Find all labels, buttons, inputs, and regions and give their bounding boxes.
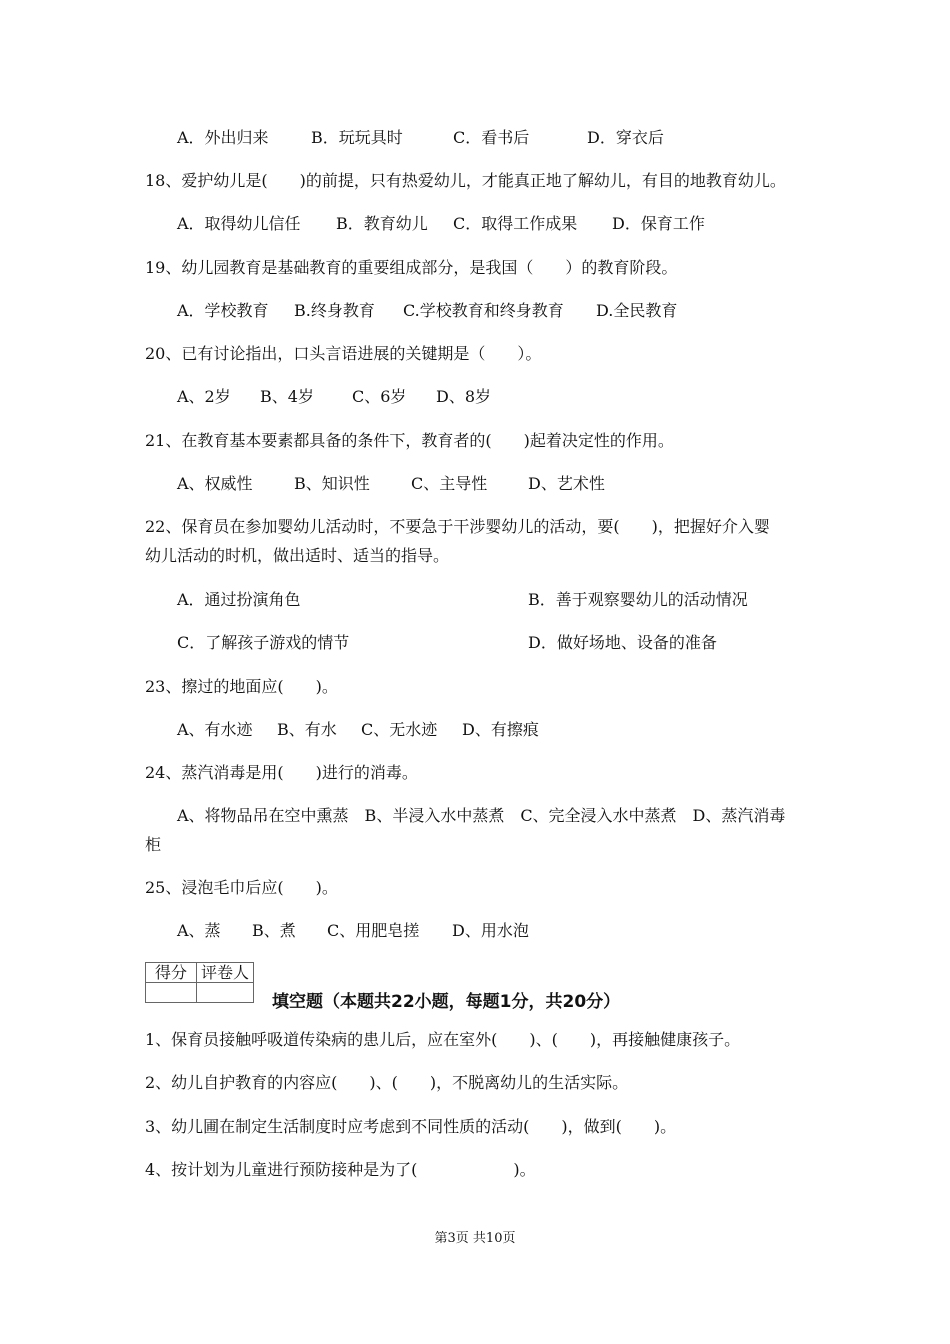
q24-text: 24、蒸汽消毒是用( )进行的消毒。 xyxy=(145,763,418,782)
q17-option-c: C．看书后 xyxy=(453,128,530,147)
q20-option-a: A、2岁 xyxy=(177,387,231,406)
fill-question-4: 4、按计划为儿童进行预防接种是为了( )。 xyxy=(145,1160,536,1179)
q17-option-b: B．玩玩具时 xyxy=(311,128,403,147)
q25-option-d: D、用水泡 xyxy=(452,921,529,940)
q19-option-b: B.终身教育 xyxy=(294,301,375,320)
q23-options xyxy=(177,719,539,741)
fill-question-3: 3、幼儿圃在制定生活制度时应考虑到不同性质的活动( )，做到( )。 xyxy=(145,1117,677,1136)
grader-label: 评卷人 xyxy=(197,963,254,983)
q22-option-b: B．善于观察婴幼儿的活动情况 xyxy=(528,590,748,609)
q25-text: 25、浸泡毛巾后应( )。 xyxy=(145,878,338,897)
q21-text: 21、在教育基本要素都具备的条件下，教育者的( )起着决定性的作用。 xyxy=(145,431,674,450)
q24-options-line2: 柜 xyxy=(145,835,162,854)
page-footer: 第3页 共10页 xyxy=(434,1231,516,1246)
grader-cell xyxy=(197,983,254,1003)
q22-option-c: C．了解孩子游戏的情节 xyxy=(177,633,350,652)
q17-option-d: D．穿衣后 xyxy=(587,128,664,147)
q18-option-b: B．教育幼儿 xyxy=(336,214,428,233)
q22-option-a: A．通过扮演角色 xyxy=(177,590,301,609)
q20-option-b: B、4岁 xyxy=(260,387,314,406)
q23-option-c: C、无水迹 xyxy=(361,720,438,739)
q25-options xyxy=(177,920,529,942)
q20-options xyxy=(177,386,491,408)
q17-option-a: A．外出归来 xyxy=(177,128,269,147)
q23-option-d: D、有擦痕 xyxy=(462,720,539,739)
q21-option-c: C、主导性 xyxy=(411,474,488,493)
q25-option-a: A、蒸 xyxy=(177,921,221,940)
q23-text: 23、擦过的地面应( )。 xyxy=(145,677,338,696)
q21-option-b: B、知识性 xyxy=(294,474,370,493)
q20-option-d: D、8岁 xyxy=(436,387,492,406)
q25-option-c: C、用肥皂搓 xyxy=(327,921,420,940)
q20-text: 20、已有讨论指出，口头言语进展的关键期是（ ）。 xyxy=(145,344,542,363)
q19-option-d: D.全民教育 xyxy=(596,301,678,320)
q22-text-line1: 22、保育员在参加婴幼儿活动时，不要急于干涉婴幼儿的活动，要( )，把握好介入婴 xyxy=(145,517,770,536)
score-cell xyxy=(146,983,197,1003)
score-label: 得分 xyxy=(146,963,197,983)
fill-question-2: 2、幼儿自护教育的内容应( )、( )，不脱离幼儿的生活实际。 xyxy=(145,1073,629,1092)
q19-text: 19、幼儿园教育是基础教育的重要组成部分，是我国（ ）的教育阶段。 xyxy=(145,258,678,277)
q19-option-c: C.学校教育和终身教育 xyxy=(403,301,564,320)
q25-option-b: B、煮 xyxy=(252,921,296,940)
fill-question-1: 1、保育员接触呼吸道传染病的患儿后，应在室外( )、( )，再接触健康孩子。 xyxy=(145,1030,741,1049)
q24-options-line1: A、将物品吊在空中熏蒸 B、半浸入水中蒸煮 C、完全浸入水中蒸煮 D、蒸汽消毒 xyxy=(177,806,786,825)
section-title: 填空题（本题共22小题，每题1分，共20分） xyxy=(272,992,621,1012)
q22-text-line2: 幼儿活动的时机，做出适时、适当的指导。 xyxy=(145,546,450,565)
q18-option-a: A．取得幼儿信任 xyxy=(177,214,301,233)
q18-option-c: C．取得工作成果 xyxy=(453,214,578,233)
q19-options xyxy=(177,300,677,322)
q18-option-d: D．保育工作 xyxy=(612,214,705,233)
q17-options xyxy=(177,127,664,149)
q22-option-d: D．做好场地、设备的准备 xyxy=(528,633,717,652)
q18-options xyxy=(177,213,705,235)
q21-option-d: D、艺术性 xyxy=(528,474,605,493)
q21-option-a: A、权威性 xyxy=(177,474,253,493)
q23-option-b: B、有水 xyxy=(277,720,337,739)
q18-text: 18、爱护幼儿是( )的前提，只有热爱幼儿，才能真正地了解幼儿，有目的地教育幼儿。 xyxy=(145,171,786,190)
q23-option-a: A、有水迹 xyxy=(177,720,253,739)
q21-options xyxy=(177,473,605,495)
q19-option-a: A．学校教育 xyxy=(177,301,269,320)
q20-option-c: C、6岁 xyxy=(352,387,407,406)
score-box xyxy=(145,962,254,1003)
